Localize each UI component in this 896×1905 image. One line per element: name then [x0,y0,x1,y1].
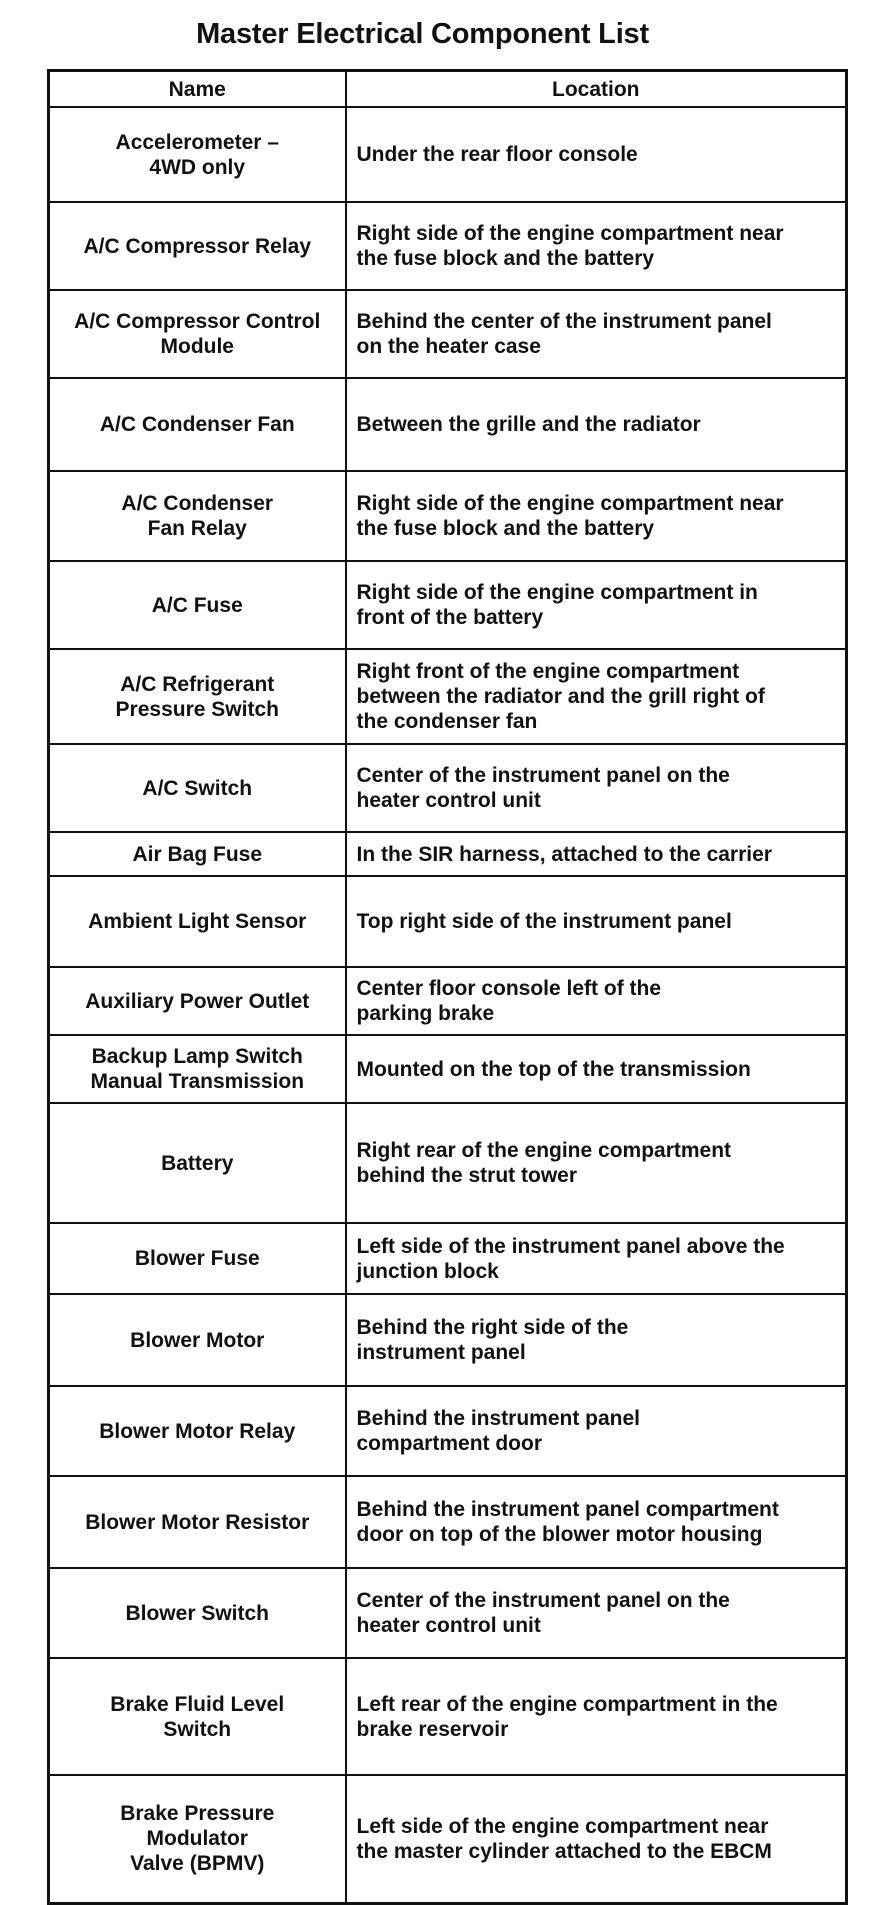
table-row [49,471,847,561]
component-name-cell: Auxiliary Power Outlet [49,967,346,1035]
component-location-cell: Center of the instrument panel on the heater control unit [346,1568,847,1658]
component-location-cell: Right side of the engine compartment in front of the battery [346,561,847,649]
component-location-cell: Center of the instrument panel on the heater control unit [346,744,847,832]
header-row [49,71,847,108]
component-location-cell: Between the grille and the radiator [346,378,847,471]
component-location-cell: Right front of the engine compartment between the radiator and the grill right of the condenser fan [346,649,847,744]
table-row [49,1294,847,1386]
name-column-header: Name [49,71,346,108]
component-name-cell: Blower Motor Relay [49,1386,346,1476]
component-location-cell: Under the rear floor console [346,107,847,202]
component-name-cell: A/C Switch [49,744,346,832]
table-row [49,744,847,832]
component-name-cell: Ambient Light Sensor [49,876,346,967]
table-row [49,202,847,290]
component-location-cell: Behind the center of the instrument panel on the heater case [346,290,847,378]
component-table [47,69,848,1905]
table-row [49,1658,847,1775]
component-name-cell: A/C Condenser Fan [49,378,346,471]
component-location-cell: Right side of the engine compartment near the fuse block and the battery [346,471,847,561]
component-name-cell: Air Bag Fuse [49,832,346,876]
component-location-cell: Left side of the engine compartment near the master cylinder attached to the EBCM [346,1775,847,1903]
component-name-cell: Accelerometer – 4WD only [49,107,346,202]
table-row [49,649,847,744]
component-name-cell: Battery [49,1103,346,1223]
table-row [49,1035,847,1103]
component-location-cell: Behind the instrument panel compartment door [346,1386,847,1476]
table-body [49,107,847,1903]
component-name-cell: A/C Condenser Fan Relay [49,471,346,561]
component-location-cell: Right side of the engine compartment near the fuse block and the battery [346,202,847,290]
component-name-cell: Brake Pressure Modulator Valve (BPMV) [49,1775,346,1903]
component-name-cell: Backup Lamp Switch Manual Transmission [49,1035,346,1103]
component-name-cell: A/C Compressor Relay [49,202,346,290]
component-location-cell: Right rear of the engine compartment behind the strut tower [346,1103,847,1223]
table-row [49,1386,847,1476]
component-location-cell: Behind the right side of the instrument panel [346,1294,847,1386]
table-row [49,378,847,471]
component-name-cell: Blower Fuse [49,1223,346,1294]
component-location-cell: Center floor console left of the parking brake [346,967,847,1035]
table-row [49,967,847,1035]
component-location-cell: Top right side of the instrument panel [346,876,847,967]
component-location-cell: In the SIR harness, attached to the carrier [346,832,847,876]
component-name-cell: Blower Motor Resistor [49,1476,346,1568]
location-column-header: Location [346,71,847,108]
component-location-cell: Mounted on the top of the transmission [346,1035,847,1103]
component-location-cell: Left rear of the engine compartment in the brake reservoir [346,1658,847,1775]
page-title: Master Electrical Component List [196,18,649,50]
table-row [49,1223,847,1294]
table-row [49,107,847,202]
component-name-cell: Blower Motor [49,1294,346,1386]
component-location-cell: Behind the instrument panel compartment door on top of the blower motor housing [346,1476,847,1568]
table-row [49,290,847,378]
table-row [49,1103,847,1223]
table-row [49,832,847,876]
table-row [49,876,847,967]
component-location-cell: Left side of the instrument panel above the junction block [346,1223,847,1294]
table-row [49,561,847,649]
table-row [49,1568,847,1658]
component-name-cell: A/C Compressor Control Module [49,290,346,378]
component-name-cell: Brake Fluid Level Switch [49,1658,346,1775]
component-name-cell: A/C Refrigerant Pressure Switch [49,649,346,744]
component-name-cell: A/C Fuse [49,561,346,649]
component-name-cell: Blower Switch [49,1568,346,1658]
table-row [49,1775,847,1903]
table-row [49,1476,847,1568]
